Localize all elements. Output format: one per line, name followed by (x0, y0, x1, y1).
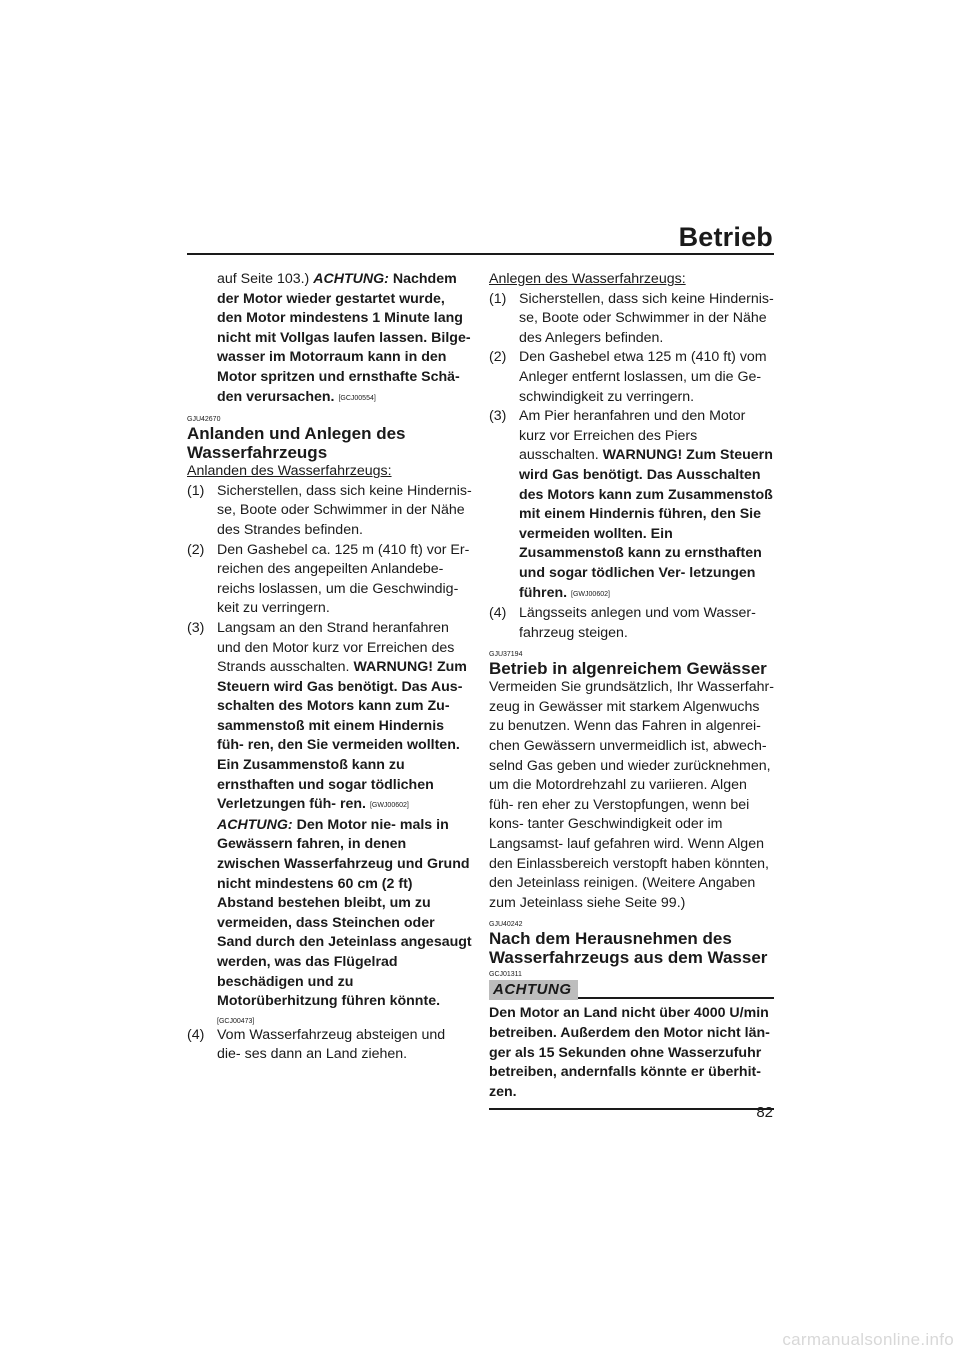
watermark: carmanualsonline.info (782, 1330, 954, 1349)
warning-text: WARNUNG! Zum Steuern wird Gas benötigt. Das Ausschalten des Motors kann zum Zusammenstoß mit einem Hindernis führen, den Sie vermeiden wollten. Ein Zusammenstoß kann zu ernsthaften und sogar tödlichen Ver- letzungen führen. (519, 447, 773, 601)
page-number: 82 (756, 1104, 773, 1121)
title-rule (187, 253, 774, 255)
ref-code: [GCJ00554] (338, 394, 376, 402)
section-code: GJU37194 (489, 651, 523, 659)
list-item: (4) Vom Wasserfahrzeug absteigen und die- ses dann an Land ziehen. (187, 1026, 446, 1063)
list-item: (2) Den Gashebel etwa 125 m (410 ft) vom Anleger entfernt loslassen, um die Ge- schwindigkeit zu verringern. (489, 349, 767, 405)
list-item: (1) Sicherstellen, dass sich keine Hindernis- se, Boote oder Schwimmer in der Nähe des Strandes befinden. (187, 482, 472, 538)
subheading: Anlanden des Wasserfahrzeugs: (187, 463, 392, 480)
notice-text: Den Motor an Land nicht über 4000 U/min betreiben. Außerdem den Motor nicht län- ger als 15 Sekunden ohne Wasserzufuhr betreiben, andernfalls könnte er überhit- zen. (489, 1000, 774, 1110)
notice-label: ACHTUNG (489, 980, 578, 1000)
left-column (187, 270, 472, 1065)
notice-header (489, 980, 774, 1000)
right-column (489, 270, 774, 1110)
section-code: GJU40242 (489, 921, 523, 929)
achtung-label: ACHTUNG: (217, 816, 293, 833)
list-item: (3) Am Pier heranfahren und den Motor kurz vor Erreichen des Piers ausschalten. WARNUNG! Zum Steuern wird Gas benötigt. Das Ausschalten des Motors kann zum Zusammenstoß mit einem Hindernis führen, den Sie vermeiden wollten. Ein Zusammenstoß kann zu ernsthaften und sogar tödlichen Ver- letzungen führen. [GWJ00602] (489, 408, 773, 601)
notice-rule (578, 997, 775, 999)
list-item: (2) Den Gashebel ca. 125 m (410 ft) vor Er- reichen des angepeilten Anlandebe- reichs loslassen, um die Geschwindig- keit zu verringern. (187, 541, 470, 617)
notice-code: GCJ01311 (489, 971, 522, 979)
list-item: (4) Längsseits anlegen und vom Wasser- fahrzeug steigen. (489, 605, 756, 641)
section-heading: Betrieb in algenreichem Gewässer (489, 659, 767, 679)
section-heading: Nach dem Herausnehmen des Wasserfahrzeugs aus dem Wasser (489, 929, 768, 968)
section-code: GJU42670 (187, 416, 221, 424)
page-title: Betrieb (678, 222, 773, 252)
warning-text: WARNUNG! Zum Steuern wird Gas benötigt. Das Aus- schalten des Motors kann zum Zu- sammenstoß mit einem Hindernis füh- ren, den Sie vermeiden wollten. Ein Zusammenstoß kann zu ernsthaften und sogar tödlichen Verletzungen füh- ren. (217, 659, 467, 813)
list-item: (3) Langsam an den Strand heranfahren und den Motor kurz vor Erreichen des Strands ausschalten. WARNUNG! Zum Steuern wird Gas benötigt. Das Aus- schalten des Motors kann zum Zu- sammenstoß mit einem Hindernis füh- ren, den Sie vermeiden wollten. Ein Zusammenstoß kann zu ernsthaften und sogar tödlichen Verletzungen füh- ren. [GWJ00602] ACHTUNG: Den Motor nie- mals in Gewässern fahren, in denen zwischen Wasserfahrzeug und Grund nicht mindestens 60 cm (2 ft) Abstand bestehen bleibt, um zu vermeiden, dass Steinchen oder Sand durch den Jeteinlass angesaugt werden, was das Flügelrad beschädigen und zu Motorüberhitzung führen könnte. [GCJ00473] (187, 619, 472, 1025)
achtung-label: ACHTUNG: (313, 271, 389, 287)
body-paragraph: Vermeiden Sie grundsätzlich, Ihr Wasserfahr- zeug in Gewässer mit starkem Algenwuchs zu benutzen. Wenn das Fahren in algenrei- chen Gewässern unvermeidlich ist, abwech- selnd Gas geben und wieder zurücknehmen, um die Motordrehzahl zu variieren. Algen füh- ren eher zu Verstopfungen, wenn bei kons- tanter Geschwindigkeit oder im Langsamst- lauf gefahren wird. Wenn Algen den Einlassbereich verstopft haben könnten, den Jeteinlass reinigen. (Weitere Angaben zum Jeteinlass siehe Seite 99.) (489, 679, 774, 911)
subheading: Anlegen des Wasserfahrzeugs: (489, 271, 686, 287)
list-item: (1) Sicherstellen, dass sich keine Hindernis- se, Boote oder Schwimmer in der Nähe des Anlegers befinden. (489, 290, 774, 346)
section-heading: Anlanden und Anlegen des Wasserfahrzeugs (187, 424, 406, 463)
intro-paragraph: auf Seite 103.) ACHTUNG: Nachdem der Motor wieder gestartet wurde, den Motor mindestens 1 Minute lang nicht mit Vollgas laufen lassen. Bilge- wasser im Motorraum kann in den Motor spritzen und ernsthafte Schä- den verursachen. [GCJ00554] (217, 271, 471, 405)
